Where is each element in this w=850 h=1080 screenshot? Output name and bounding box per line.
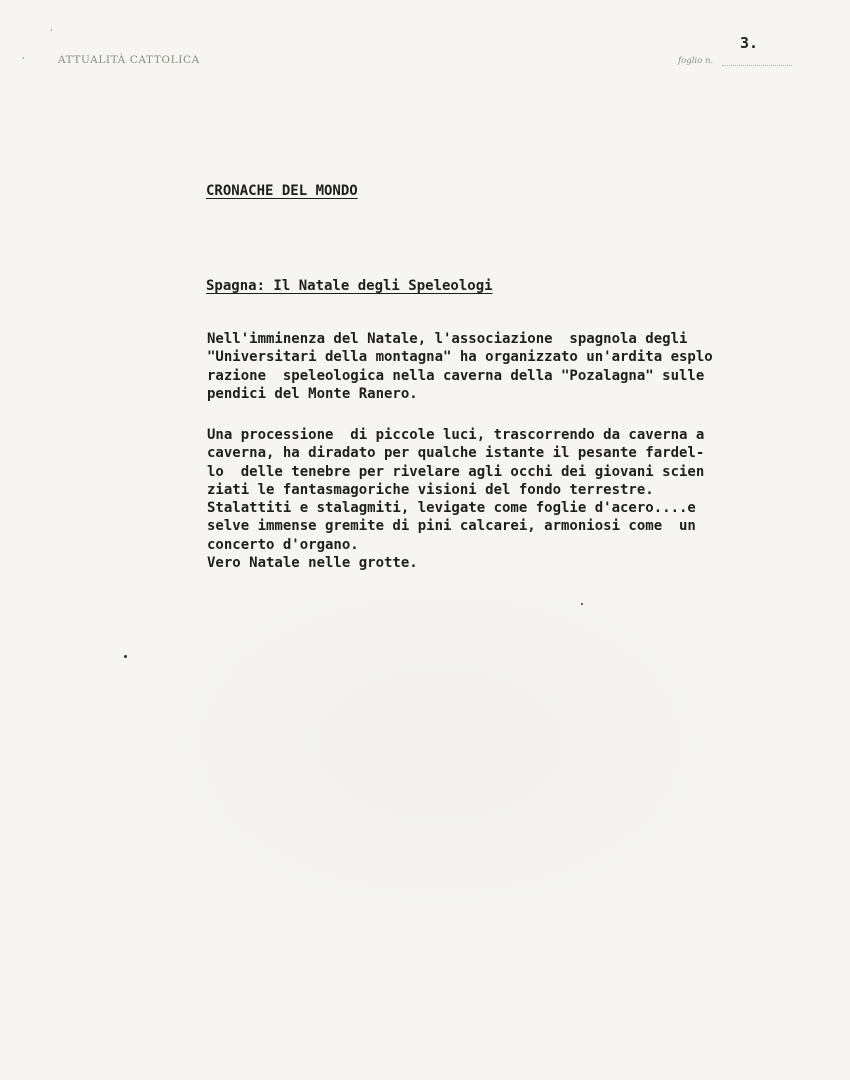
article-headline: Spagna: Il Natale degli Speleologi — [206, 278, 493, 294]
paragraph-line: "Universitari della montagna" ha organizzato un'ardita esplo — [207, 349, 713, 366]
corner-mark: ’ — [50, 28, 53, 37]
paragraph-line: lo delle tenebre per rivelare agli occhi dei giovani scien — [207, 463, 705, 480]
paragraph-line: Una processione di piccole luci, trascorrendo da caverna a — [207, 427, 705, 443]
paragraph-2 — [207, 426, 817, 572]
ink-speck — [581, 603, 583, 605]
paragraph-line: caverna, ha diradato per qualche istante il pesante fardel- — [207, 445, 705, 462]
paragraph-line: Vero Natale nelle grotte. — [207, 555, 418, 572]
paragraph-line: Nell'imminenza del Natale, l'associazione spagnola degli — [207, 331, 688, 347]
bleed-through-shadow — [90, 600, 790, 960]
paragraph-line: razione speleologica nella caverna della "Pozalagna" sulle — [207, 367, 705, 384]
ink-speck — [124, 655, 127, 658]
page-number: 3. — [740, 34, 759, 52]
paragraph-line: concerto d'organo. — [207, 536, 359, 553]
paragraph-line: pendici del Monte Ranero. — [207, 385, 418, 402]
paragraph-line: selve immense gremite di pini calcarei, armoniosi come un — [207, 518, 696, 535]
section-title: CRONACHE DEL MONDO — [206, 183, 358, 199]
margin-mark: ’ — [22, 56, 25, 65]
paragraph-line: ziati le fantasmagoriche visioni del fondo terrestre. — [207, 481, 654, 498]
paragraph-1 — [207, 330, 817, 403]
foglio-number-line — [722, 65, 792, 66]
publication-masthead: ATTUALITÀ CATTOLICA — [58, 54, 200, 66]
paragraph-line: Stalattiti e stalagmiti, levigate come foglie d'acero....e — [207, 500, 696, 517]
foglio-label: foglio n. — [678, 56, 714, 66]
